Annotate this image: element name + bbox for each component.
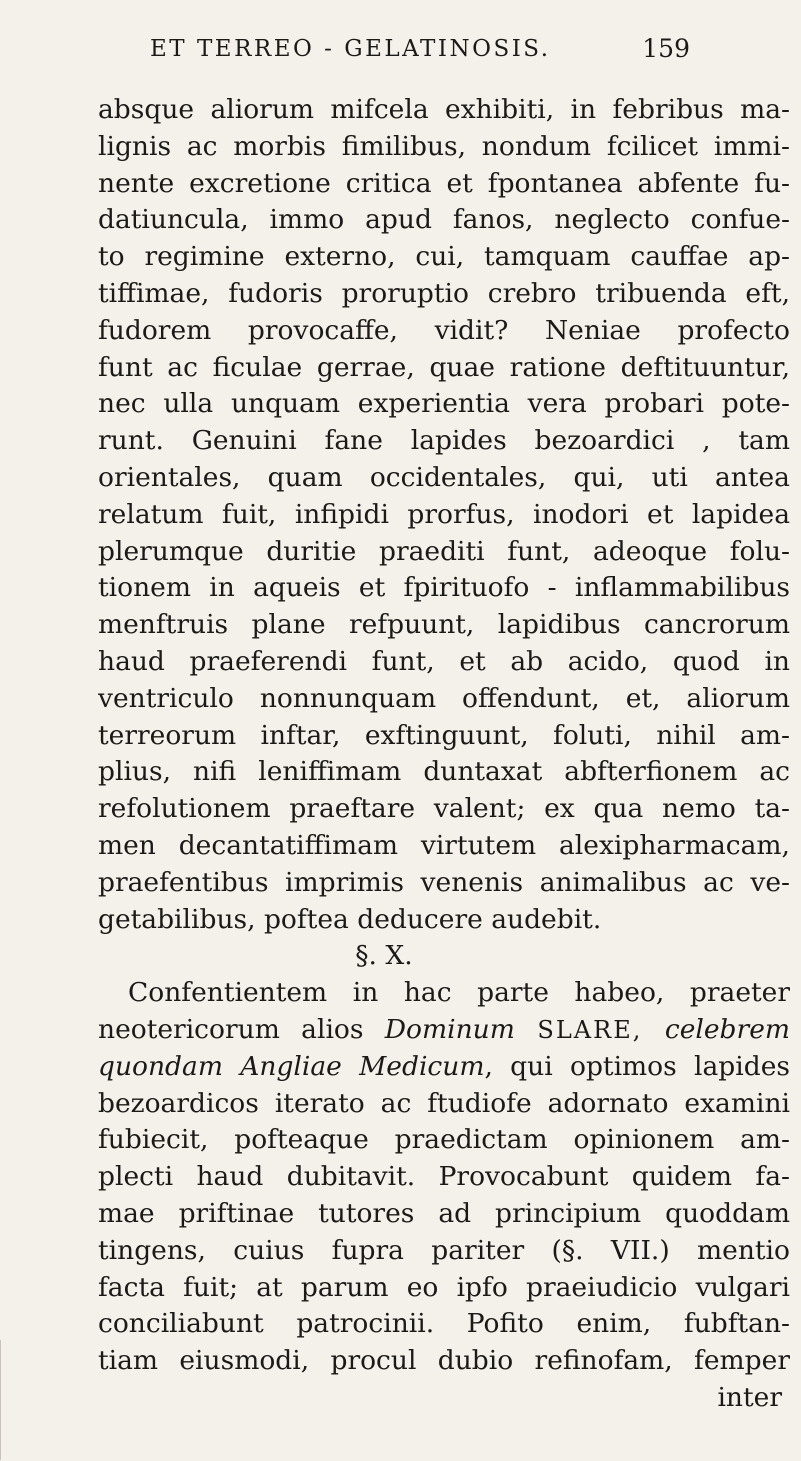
text-line: haud praeferendi funt, et ab acido, quod in (98, 645, 790, 677)
text-line: to regimine externo, cui, tamquam cauffae ap- (98, 241, 790, 273)
text-line: plius, nifi leniffimam duntaxat abfterfionem ac (98, 756, 790, 788)
body-text (98, 92, 790, 1417)
text-line: funt ac ficulae gerrae, quae ratione deftituuntur, (98, 351, 790, 383)
text-line: men decantatiffimam virtutem alexipharmacam, (98, 829, 790, 861)
italic-run: Dominum (384, 1013, 515, 1045)
italic-run: quondam Angliae Medicum (98, 1050, 485, 1082)
text-line: conciliabunt patrocinii. Pofito enim, fubftan- (98, 1308, 790, 1340)
page-edge-mark (0, 1340, 7, 1460)
running-header (150, 30, 690, 70)
text-line: relatum fuit, infipidi prorfus, inodori et lapidea (98, 498, 790, 530)
text-line: nec ulla unquam experientia vera probari pote- (98, 388, 790, 420)
running-title: ET TERREO - GELATINOSIS. (150, 36, 551, 62)
text-line: tingens, cuius fupra pariter (§. VII.) mentio (98, 1234, 790, 1266)
italic-run: celebrem (664, 1013, 790, 1045)
small-caps-run: SLARE, (514, 1015, 665, 1044)
text-line: tionem in aqueis et fpirituofo - inflammabilibus (98, 572, 790, 604)
page-number: 159 (642, 34, 690, 63)
text-line: orientales, quam occidentales, qui, uti antea (98, 461, 790, 493)
section-heading: §. X. (355, 940, 413, 972)
text-line: terreorum inftar, exftinguunt, foluti, nihil am- (98, 719, 790, 751)
text-line: fudorem provocaffe, vidit? Neniae profecto (98, 314, 790, 346)
text-line: tiffimae, fudoris proruptio crebro tribuenda eft, (98, 277, 790, 309)
text-line (98, 1049, 790, 1086)
catchword: inter (717, 1381, 782, 1413)
text-line: getabilibus, poftea deducere audebit. (98, 903, 602, 935)
text-line: datiuncula, immo apud fanos, neglecto confue- (98, 204, 790, 236)
text-line: nente excretione critica et fpontanea abfente fu- (98, 167, 790, 199)
text-line: menftruis plane refpuunt, lapidibus cancrorum (98, 609, 790, 641)
text-line: refolutionem praeftare valent; ex qua nemo ta- (98, 793, 790, 825)
text-line: plecti haud dubitavit. Provocabunt quidem fa- (98, 1161, 790, 1193)
text-line (98, 1012, 790, 1049)
text-line: ventriculo nonnunquam offendunt, et, aliorum (98, 682, 790, 714)
text-line: lignis ac morbis fimilibus, nondum fcilicet immi- (98, 130, 790, 162)
text-run: neotericorum alios (98, 1013, 385, 1045)
text-line: absque aliorum mifcela exhibiti, in febribus ma- (98, 94, 790, 125)
text-line: runt. Genuini fane lapides bezoardici , tam (98, 425, 790, 457)
text-line: plerumque duritie praediti funt, adeoque folu- (98, 535, 790, 567)
text-line: praefentibus imprimis venenis animalibus ac ve- (98, 866, 790, 898)
text-run: , qui optimos lapides (484, 1050, 790, 1082)
text-line: facta fuit; at parum eo ipfo praeiudicio vulgari (98, 1271, 790, 1303)
text-line: fubiecit, pofteaque praedictam opinionem am- (98, 1124, 790, 1156)
text-line: Confentientem in hac parte habeo, praeter (128, 977, 790, 1009)
text-line: tiam eiusmodi, procul dubio refinofam, femper (98, 1345, 790, 1377)
text-line: bezoardicos iterato ac ftudiofe adornato examini (98, 1087, 790, 1119)
text-line: mae priftinae tutores ad principium quoddam (98, 1197, 790, 1229)
